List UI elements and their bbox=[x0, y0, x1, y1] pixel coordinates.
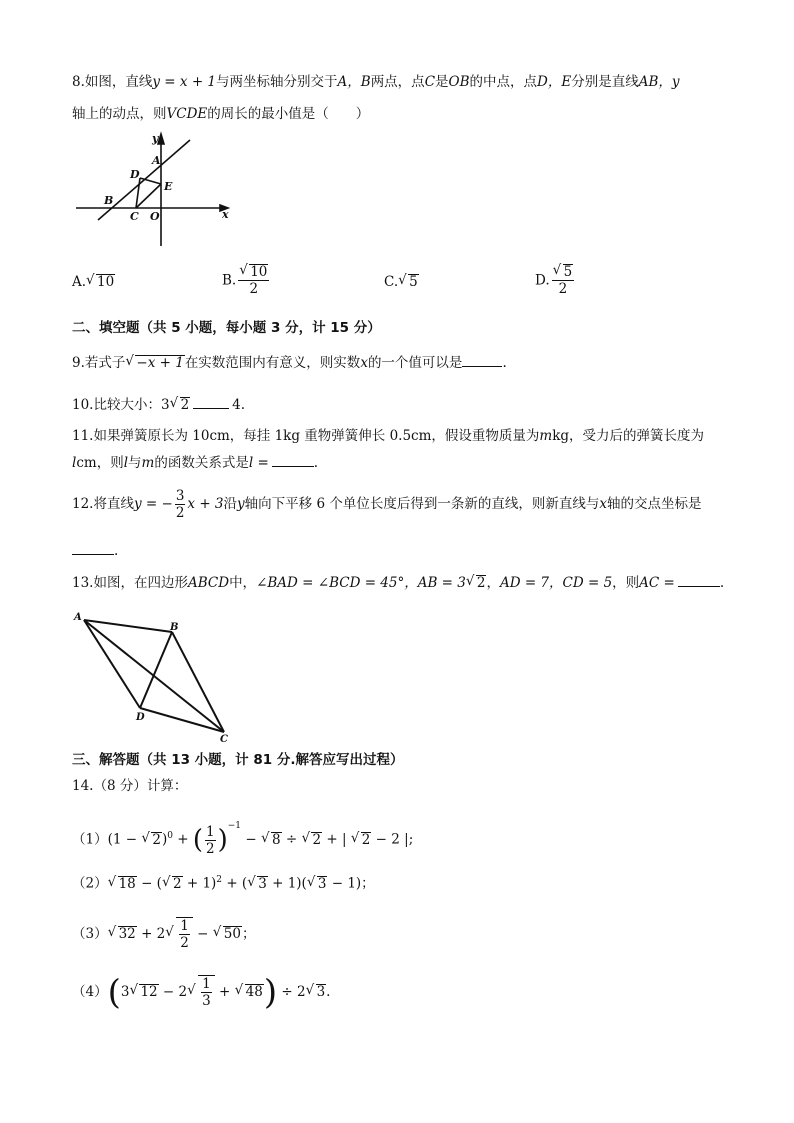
side-cd bbox=[140, 708, 224, 732]
radicand: 2 bbox=[476, 575, 486, 591]
radicand: 3 bbox=[258, 875, 267, 892]
part-index: （1） bbox=[72, 831, 108, 848]
sqrt bbox=[130, 972, 158, 1012]
expr: ÷ bbox=[281, 831, 302, 848]
sqrt bbox=[109, 874, 137, 894]
expr: (1 − bbox=[107, 831, 142, 848]
sqrt bbox=[467, 573, 487, 593]
sqrt bbox=[399, 274, 419, 290]
option-letter: D. bbox=[535, 272, 550, 289]
q12-eq: y = − bbox=[133, 496, 173, 512]
radicand: 2 bbox=[152, 831, 161, 848]
part-index: （2） bbox=[72, 875, 108, 892]
denominator: 2 bbox=[249, 281, 259, 297]
q11-text: kg，受力后的弹簧长度为 bbox=[552, 428, 705, 444]
paren: ) bbox=[217, 825, 228, 855]
q14-title: 14.（8 分）计算： bbox=[72, 778, 188, 794]
q11-text: cm，则 bbox=[76, 455, 124, 471]
label-d: D bbox=[136, 712, 145, 723]
expr: ÷ 2 bbox=[277, 984, 306, 1000]
sqrt bbox=[214, 914, 242, 954]
sqrt bbox=[171, 395, 191, 415]
radicand: 8 bbox=[271, 831, 281, 848]
q13-lhs: AC = bbox=[639, 575, 675, 591]
q8-text: 的周长的最小值是（ ） bbox=[207, 106, 370, 122]
diagonal-bd bbox=[140, 632, 172, 708]
q10-text: 10.比较大小：3 bbox=[72, 397, 170, 413]
radicand: 18 bbox=[118, 875, 136, 892]
option-letter: C. bbox=[384, 274, 399, 290]
label-a: A bbox=[74, 612, 82, 623]
denominator: 2 bbox=[558, 281, 568, 297]
q14-part-3 bbox=[72, 914, 255, 954]
label-o: O bbox=[150, 210, 160, 223]
q8-text: 轴上的动点，则 bbox=[72, 106, 167, 122]
denominator: 2 bbox=[180, 935, 189, 951]
radicand: 10 bbox=[97, 274, 115, 290]
expr: ； bbox=[361, 875, 375, 892]
expr: 3 bbox=[120, 984, 130, 1000]
label-b: B bbox=[104, 194, 114, 207]
sqrt bbox=[352, 820, 372, 860]
section-3-title: 三、解答题（共 13 小题，计 81 分.解答应写出过程） bbox=[72, 752, 404, 768]
q8-line-1 bbox=[72, 72, 680, 92]
y-axis-arrow bbox=[158, 134, 164, 144]
q12-text: 沿 bbox=[223, 496, 238, 512]
radicand: 2 bbox=[180, 397, 190, 413]
q8-triangle: VCDE bbox=[166, 106, 208, 122]
numerator: 1 bbox=[206, 823, 215, 840]
q11-lhs: l = bbox=[248, 455, 269, 471]
expr: − 2 |; bbox=[371, 831, 414, 848]
expr: ) bbox=[161, 831, 168, 848]
expr: + 1) bbox=[182, 875, 217, 892]
q8-text: 与两坐标轴分别交于 bbox=[216, 74, 338, 90]
q11-var-l: l bbox=[72, 455, 77, 471]
q8-coordinate-figure bbox=[72, 128, 232, 252]
q13-text: 13.如图，在四边形 bbox=[72, 575, 188, 591]
fraction bbox=[201, 976, 212, 1009]
expr: − 2 bbox=[158, 984, 188, 1000]
q12-answer-blank[interactable] bbox=[72, 540, 114, 555]
sqrt bbox=[240, 264, 268, 280]
q8-text: 是 bbox=[435, 74, 449, 90]
q9-text: . bbox=[502, 355, 507, 371]
q12-text: 轴向下平移 6 个单位长度后得到一条新的直线，则新直线与 bbox=[244, 496, 600, 512]
q12-line-2 bbox=[72, 540, 118, 561]
sqrt bbox=[142, 820, 162, 860]
q12-text: . bbox=[114, 543, 119, 559]
label-e: E bbox=[164, 180, 173, 193]
q8-points: A，B bbox=[337, 74, 371, 90]
segment-ec bbox=[136, 184, 161, 208]
q8-line-2 bbox=[72, 104, 369, 124]
q8-points-de: D，E bbox=[537, 74, 572, 90]
q8-option-d[interactable] bbox=[535, 264, 576, 297]
q12-line-1 bbox=[72, 484, 701, 524]
q8-option-c[interactable] bbox=[384, 274, 419, 290]
fraction bbox=[179, 918, 190, 951]
option-letter: B. bbox=[222, 272, 237, 289]
q12-text: 轴的交点坐标是 bbox=[606, 496, 702, 512]
part-index: （3） bbox=[72, 926, 108, 942]
radicand bbox=[198, 975, 215, 1009]
radicand: −x + 1 bbox=[136, 355, 184, 371]
q11-answer-blank[interactable] bbox=[272, 452, 314, 467]
q13-text: . bbox=[719, 575, 725, 591]
radicand: 5 bbox=[409, 274, 418, 290]
expr: − 1) bbox=[327, 875, 362, 892]
label-c: C bbox=[130, 210, 139, 223]
sqrt bbox=[302, 820, 322, 860]
numerator: √ 1 bbox=[180, 918, 189, 934]
paren: ) bbox=[263, 972, 278, 1013]
q13-text: ， bbox=[486, 575, 500, 591]
radicand: 5 bbox=[563, 264, 573, 280]
sqrt bbox=[248, 874, 268, 894]
fraction bbox=[205, 824, 216, 857]
q9 bbox=[72, 352, 507, 373]
expr: + bbox=[214, 984, 235, 1000]
expr: + 2 bbox=[136, 926, 166, 942]
q8-equation: y = x + 1 bbox=[152, 74, 217, 90]
q8-point-c: C bbox=[424, 74, 436, 90]
sqrt bbox=[109, 914, 137, 954]
fraction bbox=[552, 264, 575, 297]
expr: ； bbox=[241, 926, 256, 942]
q11-line-2 bbox=[72, 452, 318, 473]
q8-option-b[interactable] bbox=[222, 264, 271, 297]
radicand: 2 bbox=[361, 831, 371, 848]
q11-var-l: l bbox=[123, 455, 129, 471]
expr: + | bbox=[322, 831, 351, 848]
label-d: D bbox=[130, 168, 140, 181]
expr: + 1)( bbox=[267, 875, 307, 892]
exponent: 2 bbox=[216, 875, 223, 885]
q10 bbox=[72, 394, 245, 415]
q9-text: 9.若式子 bbox=[72, 355, 126, 371]
q11-line-1 bbox=[72, 426, 704, 446]
q9-answer-blank[interactable] bbox=[462, 352, 502, 367]
q9-text: 在实数范围内有意义，则实数 bbox=[184, 355, 361, 371]
sqrt bbox=[87, 274, 115, 290]
fraction bbox=[238, 264, 269, 297]
q8-line-ab: AB，y bbox=[638, 74, 680, 90]
q13-condition: AD = 7，CD = 5 bbox=[499, 575, 613, 591]
expr: . bbox=[326, 984, 331, 1000]
radicand bbox=[176, 917, 193, 951]
label-x: x bbox=[222, 208, 229, 221]
q11-var-m: m bbox=[539, 428, 553, 444]
paren: ( bbox=[192, 825, 204, 855]
expr: − ( bbox=[136, 875, 162, 892]
q13 bbox=[72, 572, 724, 593]
q11-text: . bbox=[313, 455, 319, 471]
q9-var: x bbox=[360, 355, 368, 371]
q14-part-1 bbox=[72, 816, 413, 860]
sqrt bbox=[166, 914, 193, 954]
sqrt bbox=[554, 264, 574, 280]
sqrt bbox=[163, 874, 183, 894]
q14-part-4 bbox=[72, 972, 330, 1013]
side-bc bbox=[172, 632, 224, 732]
numerator: 3 bbox=[175, 488, 185, 504]
q11-text: 的函数关系式是 bbox=[154, 455, 249, 471]
section-2-title: 二、填空题（共 5 小题，每小题 3 分，计 15 分） bbox=[72, 320, 381, 336]
side-da bbox=[84, 620, 140, 708]
radicand: 12 bbox=[140, 984, 158, 1000]
expr: − bbox=[241, 831, 261, 848]
exponent: −1 bbox=[227, 821, 242, 831]
q12-var: x bbox=[599, 496, 607, 512]
q9-text: 的一个值可以是 bbox=[367, 355, 463, 371]
q13-text: ，则 bbox=[612, 575, 640, 591]
radicand: 3 bbox=[316, 984, 326, 1000]
expr: + ( bbox=[222, 875, 248, 892]
sqrt bbox=[262, 820, 282, 860]
numerator: √ 1 bbox=[202, 976, 211, 992]
q13-quadrilateral-figure bbox=[72, 608, 242, 744]
denominator: 2 bbox=[175, 505, 185, 521]
q8-text: 的中点，点 bbox=[469, 74, 538, 90]
label-y: y bbox=[152, 132, 159, 145]
sqrt bbox=[188, 972, 215, 1012]
option-letter: A. bbox=[72, 274, 87, 290]
paren: ( bbox=[107, 972, 121, 1013]
denominator: 3 bbox=[202, 993, 211, 1009]
q13-answer-blank[interactable] bbox=[678, 572, 720, 587]
part-index: （4） bbox=[72, 984, 108, 1000]
radicand: 3 bbox=[317, 875, 327, 892]
segment-cd bbox=[136, 178, 140, 208]
q10-text: 4. bbox=[232, 397, 246, 413]
q11-text: 11.如果弹簧原长为 10cm，每挂 1kg 重物弹簧伸长 0.5cm，假设重物质量为 bbox=[72, 428, 540, 444]
label-a: A bbox=[152, 154, 161, 167]
q8-option-a[interactable] bbox=[72, 274, 115, 290]
sqrt bbox=[307, 972, 327, 1012]
q8-text: 8.如图，直线 bbox=[72, 74, 153, 90]
sqrt bbox=[126, 353, 184, 373]
fraction bbox=[175, 488, 186, 521]
sqrt bbox=[308, 874, 328, 894]
radicand: 50 bbox=[223, 926, 241, 942]
denominator: 2 bbox=[206, 840, 215, 857]
radicand: 32 bbox=[118, 926, 136, 942]
q8-text: 两点，点 bbox=[370, 74, 425, 90]
q14-part-2 bbox=[72, 870, 375, 894]
label-b: B bbox=[170, 622, 179, 633]
q12-text: 12.将直线 bbox=[72, 496, 134, 512]
label-c: C bbox=[220, 734, 228, 744]
expr: − bbox=[192, 926, 213, 942]
exponent: 0 bbox=[167, 831, 173, 841]
q13-text: 中， bbox=[229, 575, 257, 591]
sqrt bbox=[236, 972, 264, 1012]
q12-eq: x + 3 bbox=[187, 496, 224, 512]
expr: + bbox=[172, 831, 193, 848]
radicand: 2 bbox=[172, 875, 182, 892]
q13-condition: ∠BAD = ∠BCD = 45°，AB = 3 bbox=[256, 575, 466, 591]
q11-text: 与 bbox=[128, 455, 142, 471]
q10-answer-blank[interactable] bbox=[193, 394, 229, 409]
q12-var: y bbox=[237, 496, 245, 512]
q11-var-m: m bbox=[141, 455, 155, 471]
radicand: 2 bbox=[312, 831, 322, 848]
q8-text: 分别是直线 bbox=[571, 74, 639, 90]
radicand: 10 bbox=[250, 264, 268, 280]
radicand: 48 bbox=[245, 984, 263, 1000]
q8-segment: OB bbox=[448, 74, 470, 90]
q13-shape: ABCD bbox=[187, 575, 230, 591]
